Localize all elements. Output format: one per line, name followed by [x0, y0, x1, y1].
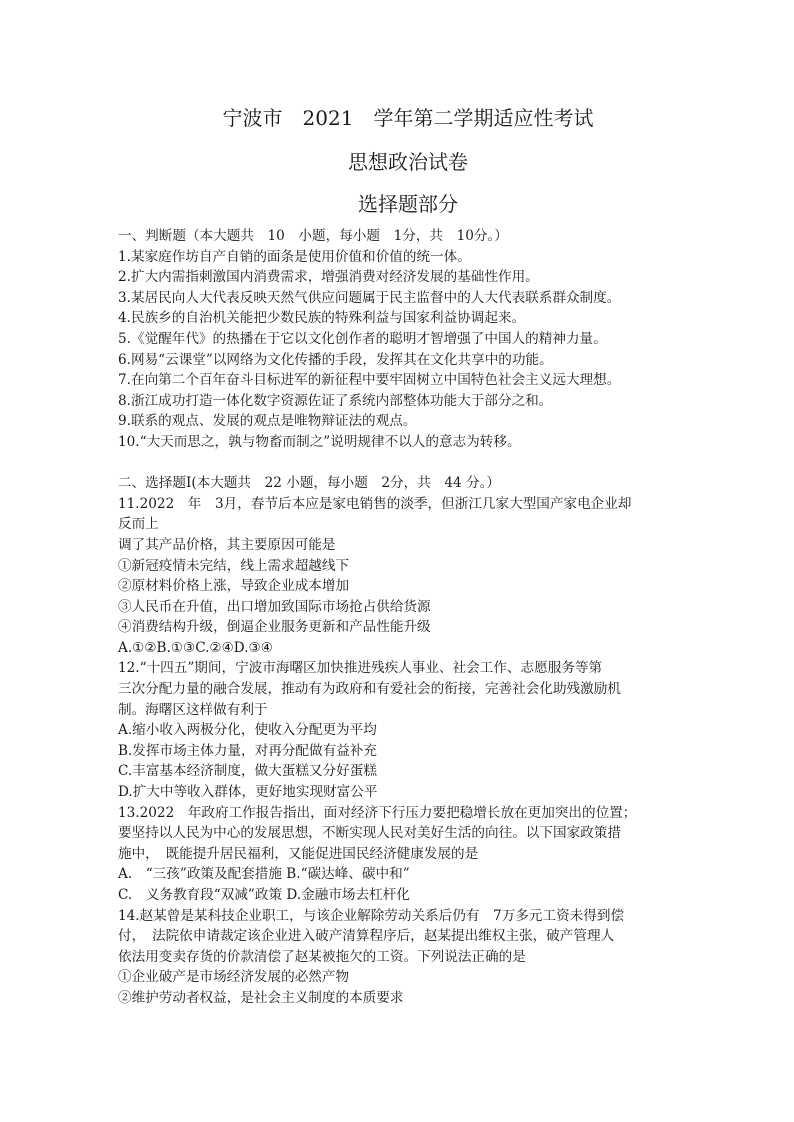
option-line: C.丰富基本经济制度，做大蛋糕又分好蛋糕 — [118, 763, 377, 780]
question-line: 12.“十四五”期间，宁波市海曙区加快推进残疾人事业、社会工作、志愿服务等第 — [118, 660, 603, 677]
answer-choices: A.①②B.①③C.②④D.③④ — [118, 639, 273, 656]
judgment-item: 1.某家庭作坊自产自销的面条是使用价值和价值的统一体。 — [118, 248, 471, 265]
judgment-item: 4.民族乡的自治机关能把少数民族的特殊利益与国家利益协调起来。 — [118, 310, 526, 327]
question-line: 依法用变卖存货的价款清偿了赵某被拖欠的工资。下列说法正确的是 — [118, 948, 526, 965]
question-line: 付， 法院依申请裁定该企业进入破产清算程序后，赵某提出维权主张，破产管理人 — [118, 928, 615, 945]
option-line: ①企业破产是市场经济发展的必然产物 — [118, 969, 350, 986]
option-line: A.缩小收入两极分化，使收入分配更为平均 — [118, 722, 377, 739]
question-line: 14.赵某曾是某科技企业职工，与该企业解除劳动关系后仍有 7万多元工资未得到偿 — [118, 907, 625, 924]
option-line: D.扩大中等收入群体，更好地实现财富公平 — [118, 784, 378, 801]
judgment-item: 10.“大天而思之，孰与物畜而制之”说明规律不以人的意志为转移。 — [118, 433, 521, 450]
option-line: ④消费结构升级，倒逼企业服务更新和产品性能升级 — [118, 619, 431, 636]
question-line: 要坚持以人民为中心的发展思想，不断实现人民对美好生活的向往。以下国家政策措 — [118, 825, 621, 842]
part2-heading: 二、选择题Ⅰ(本大题共 22 小题，每小题 2分，共 44 分。） — [118, 475, 501, 492]
option-line: ③人民币在升值，出口增加致国际市场抢占供给货源 — [118, 598, 431, 615]
exam-subject: 思想政治试卷 — [348, 150, 468, 174]
judgment-item: 3.某居民向人大代表反映天然气供应问题属于民主监督中的人大代表联系群众制度。 — [118, 289, 621, 306]
question-line: 13.2022 年政府工作报告指出，面对经济下行压力要把稳增长放在更加突出的位置； — [118, 804, 637, 821]
question-line: 反而上 — [118, 516, 159, 533]
section-spacer — [118, 453, 698, 474]
option-line: ②原材料价格上涨，导致企业成本增加 — [118, 578, 350, 595]
option-line: ①新冠疫情未完结，线上需求超越线下 — [118, 557, 350, 574]
judgment-item: 6.网易“云课堂”以网络为文化传播的手段，发挥其在文化共享中的功能。 — [118, 351, 553, 368]
question-body — [118, 226, 698, 1009]
part1-heading: 一、判断题（本大题共 10 小题，每小题 1分，共 10分。） — [118, 228, 508, 244]
judgment-item: 9.联系的观点、发展的观点是唯物辩证法的观点。 — [118, 413, 417, 430]
judgment-item: 5.《觉醒年代》的热播在于它以文化创作者的聪明才智增强了中国人的精神力量。 — [118, 330, 607, 347]
question-line: 调了其产品价格，其主要原因可能是 — [118, 536, 336, 553]
question-line: 制。海曙区这样做有利于 — [118, 701, 268, 718]
question-line: 11.2022 年 3月，春节后本应是家电销售的淡季，但浙江几家大型国产家电企业却 — [118, 495, 632, 512]
judgment-item: 2.扩大内需指刺激国内消费需求，增强消费对经济发展的基础性作用。 — [118, 269, 539, 286]
question-line: 施中， 既能提升居民福利，又能促进国民经济健康发展的是 — [118, 845, 479, 862]
option-line: A. “三孩”政策及配套措施 B.“碳达峰、碳中和” — [118, 866, 410, 883]
exam-title: 宁波市 2021 学年第二学期适应性考试 — [222, 106, 594, 130]
question-line: 三次分配力量的融合发展，推动有为政府和有爱社会的衔接，完善社会化助残激励机 — [118, 681, 621, 698]
judgment-item: 7.在向第二个百年奋斗目标进军的新征程中要牢固树立中国特色社会主义远大理想。 — [118, 372, 621, 389]
option-line: ②维护劳动者权益，是社会主义制度的本质要求 — [118, 989, 404, 1006]
judgment-item: 8.浙江成功打造一体化数字资源佐证了系统内部整体功能大于部分之和。 — [118, 392, 553, 409]
section-title: 选择题部分 — [358, 192, 458, 216]
option-line: C. 义务教育段“双减”政策 D.金融市场去杠杆化 — [118, 887, 410, 903]
option-line: B.发挥市场主体力量，对再分配做有益补充 — [118, 742, 377, 759]
